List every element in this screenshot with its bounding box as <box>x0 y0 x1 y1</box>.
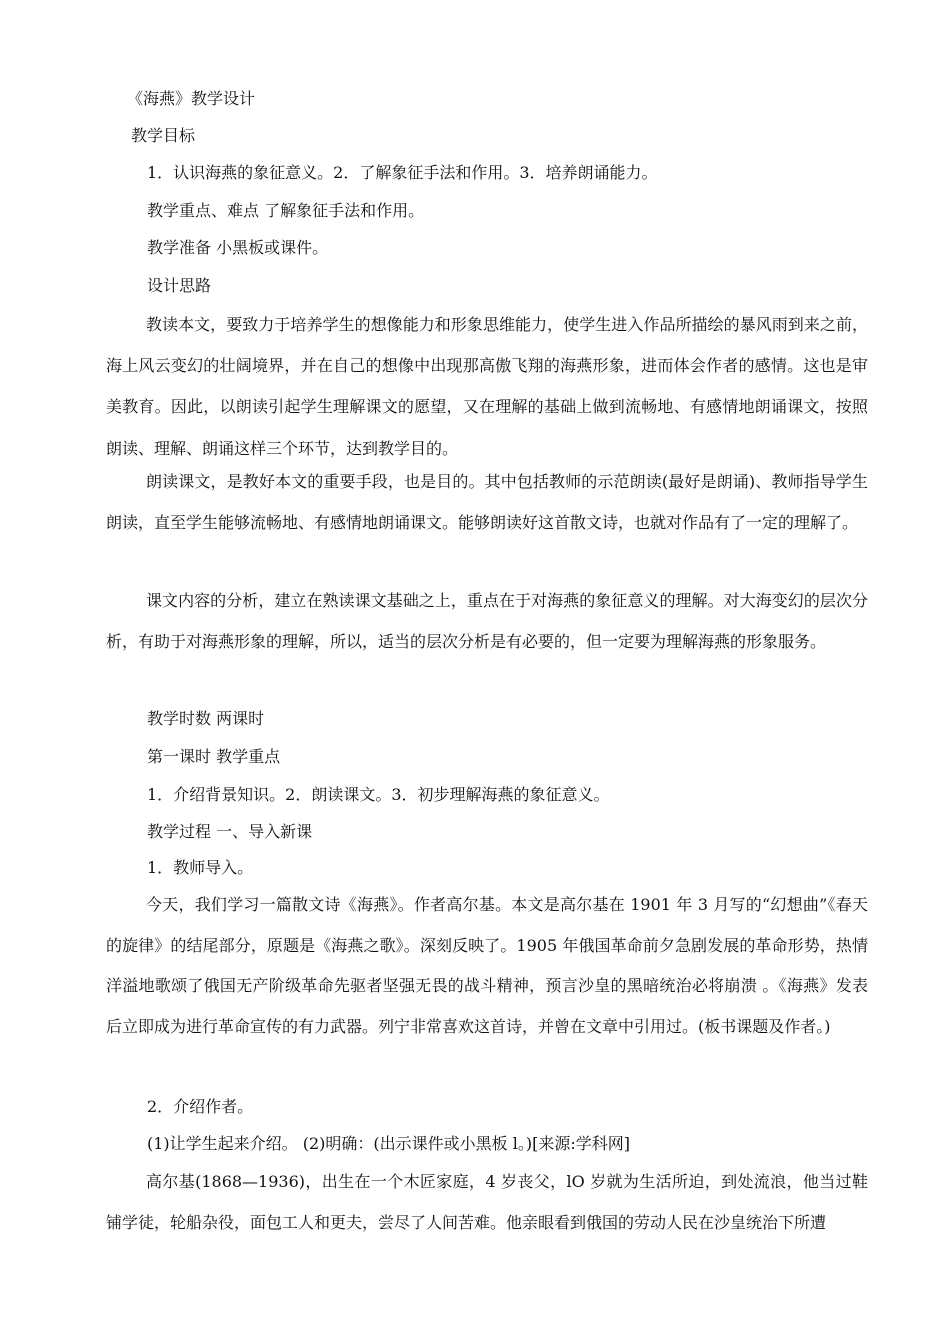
design-paragraph-1 <box>106 304 868 469</box>
paragraph-text: 朗读课文，是教好本文的重要手段，也是目的。其中包括教师的示范朗读(最好是朗诵)、教师指导学生朗读，直至学生能够流畅地、有感情地朗诵课文。能够朗读好这首散文诗，也就对作品有了一定的理解了。 <box>106 472 868 533</box>
step-author-detail: (1)让学生起来介绍。 (2)明确：(出示课件或小黑板 l。)[来源:学科网] <box>147 1134 630 1153</box>
intro-paragraph <box>106 885 868 1047</box>
author-paragraph <box>106 1161 868 1243</box>
paragraph-text: 今天，我们学习一篇散文诗《海燕》。作者高尔基。本文是高尔基在 1901 年 3 月写的“幻想曲”《春天的旋律》的结尾部分，原题是《海燕之歌》。深刻反映了。1905 年俄国革命前夕急剧发展的革命形势，热情洋溢地歌颂了俄国无产阶级革命先驱者坚强无畏的战斗精神，预言沙皇的黑暗统治必将崩溃 。《海燕》发表后立即成为进行革命宣传的有力武器。列宁非常喜欢这首诗，并曾在文章中引用过。(板书课题及作者。) <box>106 895 868 1036</box>
lesson-one-heading: 第一课时 教学重点 <box>147 747 281 766</box>
paragraph-text: 教读本文，要致力于培养学生的想像能力和形象思维能力，使学生进入作品所描绘的暴风雨到来之前，海上风云变幻的壮阔境界，并在自己的想像中出现那高傲飞翔的海燕形象，进而体会作者的感情。这也是审美教育。因此，以朗读引起学生理解课文的愿望，又在理解的基础上做到流畅地、有感情地朗诵课文，按照朗读、理解、朗诵这样三个环节，达到教学目的。 <box>106 315 868 458</box>
lesson-one-points: 1．介绍背景知识。2．朗读课文。3．初步理解海燕的象征意义。 <box>147 785 610 804</box>
step-teacher-intro: 1．教师导入。 <box>147 858 254 877</box>
design-paragraph-3 <box>106 580 868 662</box>
objectives-heading: 教学目标 <box>131 126 196 145</box>
teaching-hours: 教学时数 两课时 <box>147 709 265 728</box>
preparation: 教学准备 小黑板或课件。 <box>147 238 329 257</box>
design-paragraph-2 <box>106 461 868 543</box>
paragraph-text: 高尔基(1868—1936)，出生在一个木匠家庭，4 岁丧父，lO 岁就为生活所迫，到处流浪，他当过鞋铺学徒，轮船杂役，面包工人和更夫，尝尽了人间苦难。他亲眼看到俄国的劳动人民在沙皇统治下所遭 <box>106 1172 868 1233</box>
doc-title: 《海燕》教学设计 <box>127 89 256 108</box>
step-author-intro: 2．介绍作者。 <box>147 1097 254 1116</box>
design-heading: 设计思路 <box>147 276 212 295</box>
teaching-process: 教学过程 一、导入新课 <box>147 822 313 841</box>
key-points: 教学重点、难点 了解象征手法和作用。 <box>147 201 425 220</box>
objectives-line: 1．认识海燕的象征意义。2．了解象征手法和作用。3．培养朗诵能力。 <box>147 163 658 182</box>
paragraph-text: 课文内容的分析，建立在熟读课文基础之上，重点在于对海燕的象征意义的理解。对大海变幻的层次分析，有助于对海燕形象的理解，所以，适当的层次分析是有必要的，但一定要为理解海燕的形象服务。 <box>106 591 868 652</box>
